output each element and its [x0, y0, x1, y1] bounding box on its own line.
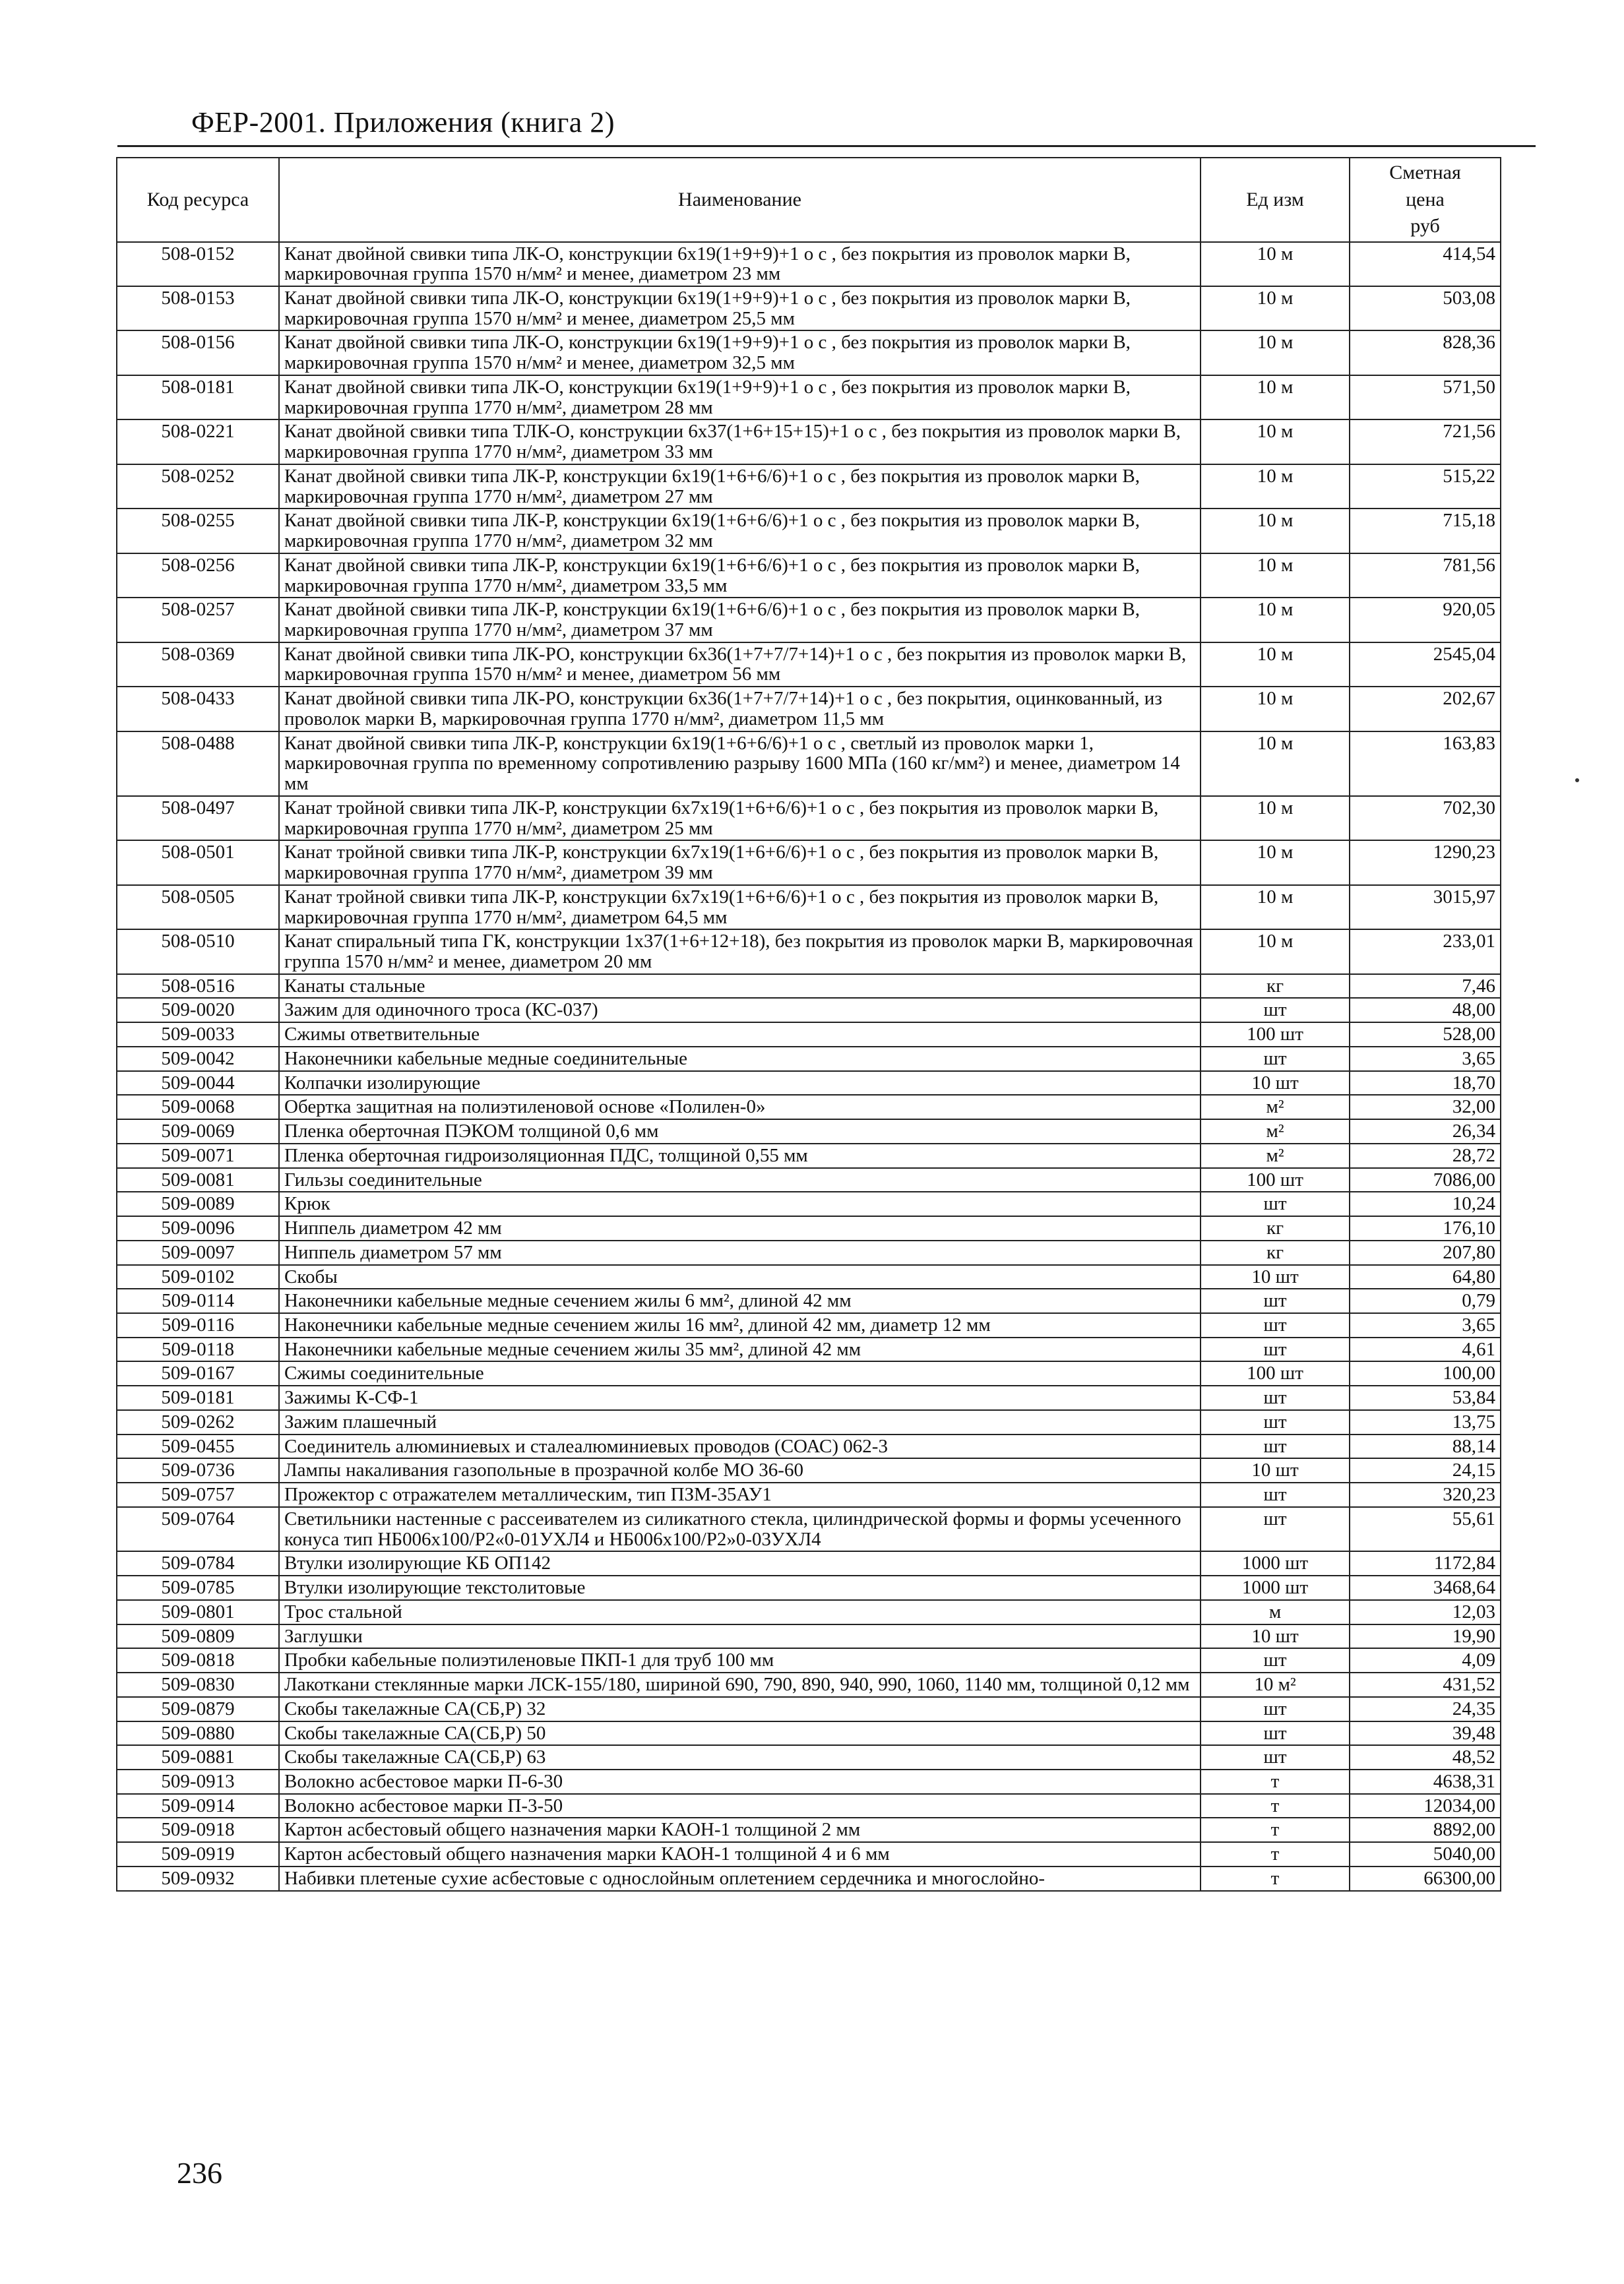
table-row: [117, 1624, 1501, 1649]
table-row: [117, 1386, 1501, 1410]
resource-code-cell: 509-0071: [117, 1144, 279, 1168]
resource-code-cell: 509-0089: [117, 1192, 279, 1216]
resource-code-cell: 509-0114: [117, 1289, 279, 1313]
resource-name-cell: Канат двойной свивки типа ЛК-РО, конструкции 6х36(1+7+7/7+14)+1 о с , без покрытия из проволок марки В, маркировочная группа 1570 н/мм² и менее, диаметром 56 мм: [279, 642, 1201, 687]
price-cell: 5040,00: [1350, 1842, 1501, 1867]
column-header-unit: Ед изм: [1201, 158, 1350, 242]
resource-code-cell: 508-0369: [117, 642, 279, 687]
resource-name-cell: Скобы: [279, 1265, 1201, 1289]
table-row: [117, 1576, 1501, 1600]
resource-code-cell: 508-0153: [117, 286, 279, 330]
unit-cell: 10 м: [1201, 687, 1350, 731]
table-row: [117, 1458, 1501, 1483]
resource-name-cell: Канат тройной свивки типа ЛК-Р, конструкции 6х7х19(1+6+6/6)+1 о с , без покрытия из проволок марки В, маркировочная группа 1770 н/мм², диаметром 64,5 мм: [279, 885, 1201, 929]
resource-name-cell: Сжимы ответвительные: [279, 1022, 1201, 1047]
unit-cell: 10 м: [1201, 796, 1350, 840]
resource-code-cell: 509-0102: [117, 1265, 279, 1289]
price-cell: 163,83: [1350, 731, 1501, 796]
resource-code-cell: 509-0068: [117, 1095, 279, 1119]
price-cell: 515,22: [1350, 464, 1501, 509]
price-cell: 8892,00: [1350, 1818, 1501, 1842]
table-row: [117, 1144, 1501, 1168]
table-row: [117, 1192, 1501, 1216]
unit-cell: шт: [1201, 1313, 1350, 1338]
unit-cell: шт: [1201, 1386, 1350, 1410]
unit-cell: 10 шт: [1201, 1071, 1350, 1096]
unit-cell: м²: [1201, 1095, 1350, 1119]
column-header-code: Код ресурса: [117, 158, 279, 242]
price-cell: 2545,04: [1350, 642, 1501, 687]
unit-cell: 10 м: [1201, 642, 1350, 687]
resource-code-cell: 509-0914: [117, 1794, 279, 1818]
resource-name-cell: Колпачки изолирующие: [279, 1071, 1201, 1096]
price-cell: 4,61: [1350, 1338, 1501, 1362]
resource-name-cell: Соединитель алюминиевых и сталеалюминиевых проводов (СОАС) 062-3: [279, 1435, 1201, 1459]
table-row: [117, 1794, 1501, 1818]
unit-cell: 1000 шт: [1201, 1576, 1350, 1600]
resource-code-cell: 509-0081: [117, 1168, 279, 1192]
unit-cell: м²: [1201, 1144, 1350, 1168]
unit-cell: м: [1201, 1600, 1350, 1624]
unit-cell: шт: [1201, 1648, 1350, 1673]
resource-code-cell: 509-0764: [117, 1507, 279, 1551]
table-row: [117, 1022, 1501, 1047]
table-row: [117, 1600, 1501, 1624]
unit-cell: 100 шт: [1201, 1361, 1350, 1386]
price-cell: 48,00: [1350, 998, 1501, 1022]
resource-code-cell: 508-0181: [117, 375, 279, 419]
resource-name-cell: Канат двойной свивки типа ЛК-Р, конструкции 6х19(1+6+6/6)+1 о с , без покрытия из проволок марки В, маркировочная группа 1770 н/мм², диаметром 33,5 мм: [279, 553, 1201, 598]
resource-code-cell: 509-0784: [117, 1551, 279, 1576]
table-row: [117, 1119, 1501, 1144]
price-cell: 7086,00: [1350, 1168, 1501, 1192]
table-row: [117, 1071, 1501, 1096]
unit-cell: 1000 шт: [1201, 1551, 1350, 1576]
price-cell: 320,23: [1350, 1483, 1501, 1507]
resource-code-cell: 509-0020: [117, 998, 279, 1022]
table-row: [117, 642, 1501, 687]
price-cell: 24,35: [1350, 1697, 1501, 1721]
resource-code-cell: 509-0830: [117, 1673, 279, 1697]
resource-name-cell: Скобы такелажные СА(СБ,Р) 32: [279, 1697, 1201, 1721]
price-cell: 1172,84: [1350, 1551, 1501, 1576]
price-cell: 528,00: [1350, 1022, 1501, 1047]
unit-cell: шт: [1201, 1697, 1350, 1721]
resource-name-cell: Наконечники кабельные медные сечением жилы 16 мм², длиной 42 мм, диаметр 12 мм: [279, 1313, 1201, 1338]
resource-code-cell: 509-0455: [117, 1435, 279, 1459]
price-header-line: цена: [1406, 188, 1445, 210]
unit-cell: 10 м: [1201, 553, 1350, 598]
unit-cell: т: [1201, 1794, 1350, 1818]
resource-name-cell: Канат двойной свивки типа ТЛК-О, конструкции 6х37(1+6+15+15)+1 о с , без покрытия из проволок марки В, маркировочная группа 1770 н/мм², диаметром 33 мм: [279, 419, 1201, 464]
resource-code-cell: 508-0516: [117, 974, 279, 999]
unit-cell: шт: [1201, 1721, 1350, 1746]
resource-code-cell: 509-0918: [117, 1818, 279, 1842]
price-cell: 176,10: [1350, 1216, 1501, 1241]
unit-cell: 10 м: [1201, 242, 1350, 286]
unit-cell: 10 м: [1201, 464, 1350, 509]
resource-code-cell: 509-0181: [117, 1386, 279, 1410]
unit-cell: шт: [1201, 1483, 1350, 1507]
unit-cell: 10 м: [1201, 885, 1350, 929]
table-header-row: [117, 158, 1501, 242]
page-number: 236: [177, 2156, 222, 2190]
resource-name-cell: Прожектор с отражателем металлическим, тип ПЗМ-35АУ1: [279, 1483, 1201, 1507]
unit-cell: шт: [1201, 1338, 1350, 1362]
resource-code-cell: 508-0255: [117, 509, 279, 553]
unit-cell: 10 м: [1201, 330, 1350, 375]
resource-table: [116, 157, 1501, 1892]
price-cell: 414,54: [1350, 242, 1501, 286]
resource-code-cell: 508-0221: [117, 419, 279, 464]
table-row: [117, 1818, 1501, 1842]
resource-name-cell: Лакоткани стеклянные марки ЛСК-155/180, шириной 690, 790, 890, 940, 990, 1060, 1140 мм, толщиной 0,12 мм: [279, 1673, 1201, 1697]
unit-cell: 10 м²: [1201, 1673, 1350, 1697]
resource-code-cell: 509-0913: [117, 1770, 279, 1794]
price-header-line: Сметная: [1389, 162, 1461, 183]
table-row: [117, 1507, 1501, 1551]
resource-code-cell: 509-0809: [117, 1624, 279, 1649]
unit-cell: 10 м: [1201, 598, 1350, 642]
price-cell: 55,61: [1350, 1507, 1501, 1551]
unit-cell: шт: [1201, 1410, 1350, 1435]
unit-cell: 10 м: [1201, 929, 1350, 973]
resource-name-cell: Втулки изолирующие КБ ОП142: [279, 1551, 1201, 1576]
resource-name-cell: Ниппель диаметром 42 мм: [279, 1216, 1201, 1241]
resource-name-cell: Пленка оберточная гидроизоляционная ПДС, толщиной 0,55 мм: [279, 1144, 1201, 1168]
resource-name-cell: Набивки плетеные сухие асбестовые с однослойным оплетением сердечника и многослойно-: [279, 1867, 1201, 1891]
resource-name-cell: Волокно асбестовое марки П-3-50: [279, 1794, 1201, 1818]
resource-code-cell: 509-0736: [117, 1458, 279, 1483]
unit-cell: 10 м: [1201, 731, 1350, 796]
unit-cell: т: [1201, 1818, 1350, 1842]
resource-name-cell: Канат двойной свивки типа ЛК-О, конструкции 6х19(1+9+9)+1 о с , без покрытия из проволок марки В, маркировочная группа 1570 н/мм² и менее, диаметром 32,5 мм: [279, 330, 1201, 375]
resource-name-cell: Канат двойной свивки типа ЛК-Р, конструкции 6х19(1+6+6/6)+1 о с , без покрытия из проволок марки В, маркировочная группа 1770 н/мм², диаметром 27 мм: [279, 464, 1201, 509]
resource-code-cell: 509-0044: [117, 1071, 279, 1096]
resource-code-cell: 509-0033: [117, 1022, 279, 1047]
table-row: [117, 509, 1501, 553]
resource-code-cell: 508-0256: [117, 553, 279, 598]
unit-cell: т: [1201, 1842, 1350, 1867]
unit-cell: т: [1201, 1867, 1350, 1891]
table-row: [117, 929, 1501, 973]
resource-code-cell: 508-0510: [117, 929, 279, 973]
resource-code-cell: 508-0505: [117, 885, 279, 929]
resource-code-cell: 509-0042: [117, 1047, 279, 1071]
table-row: [117, 1435, 1501, 1459]
price-cell: 100,00: [1350, 1361, 1501, 1386]
table-row: [117, 1047, 1501, 1071]
unit-cell: 100 шт: [1201, 1168, 1350, 1192]
table-row: [117, 1867, 1501, 1891]
resource-name-cell: Канаты стальные: [279, 974, 1201, 999]
table-row: [117, 974, 1501, 999]
table-row: [117, 1313, 1501, 1338]
resource-name-cell: Ниппель диаметром 57 мм: [279, 1241, 1201, 1265]
table-row: [117, 840, 1501, 884]
table-row: [117, 1168, 1501, 1192]
table-row: [117, 1361, 1501, 1386]
resource-name-cell: Гильзы соединительные: [279, 1168, 1201, 1192]
resource-code-cell: 509-0932: [117, 1867, 279, 1891]
price-cell: 4,09: [1350, 1648, 1501, 1673]
resource-name-cell: Скобы такелажные СА(СБ,Р) 63: [279, 1745, 1201, 1770]
table-row: [117, 330, 1501, 375]
price-cell: 571,50: [1350, 375, 1501, 419]
price-cell: 233,01: [1350, 929, 1501, 973]
unit-cell: 100 шт: [1201, 1022, 1350, 1047]
table-row: [117, 1551, 1501, 1576]
price-cell: 721,56: [1350, 419, 1501, 464]
price-cell: 3015,97: [1350, 885, 1501, 929]
unit-cell: т: [1201, 1770, 1350, 1794]
resource-code-cell: 508-0488: [117, 731, 279, 796]
resource-name-cell: Скобы такелажные СА(СБ,Р) 50: [279, 1721, 1201, 1746]
resource-code-cell: 508-0501: [117, 840, 279, 884]
price-cell: 18,70: [1350, 1071, 1501, 1096]
resource-name-cell: Пробки кабельные полиэтиленовые ПКП-1 для труб 100 мм: [279, 1648, 1201, 1673]
table-row: [117, 1673, 1501, 1697]
price-cell: 12,03: [1350, 1600, 1501, 1624]
table-row: [117, 1721, 1501, 1746]
resource-code-cell: 509-0785: [117, 1576, 279, 1600]
price-cell: 32,00: [1350, 1095, 1501, 1119]
table-row: [117, 1265, 1501, 1289]
price-header-line: руб: [1410, 215, 1440, 237]
unit-cell: 10 м: [1201, 840, 1350, 884]
resource-code-cell: 509-0801: [117, 1600, 279, 1624]
page-header: ФЕР-2001. Приложения (книга 2): [191, 106, 615, 139]
price-cell: 24,15: [1350, 1458, 1501, 1483]
table-row: [117, 885, 1501, 929]
table-row: [117, 687, 1501, 731]
resource-code-cell: 509-0096: [117, 1216, 279, 1241]
resource-code-cell: 508-0252: [117, 464, 279, 509]
resource-code-cell: 509-0881: [117, 1745, 279, 1770]
price-cell: 202,67: [1350, 687, 1501, 731]
resource-name-cell: Канат спиральный типа ГК, конструкции 1х37(1+6+12+18), без покрытия из проволок марки В, маркировочная группа 1570 н/мм² и менее, диаметром 20 мм: [279, 929, 1201, 973]
resource-name-cell: Канат двойной свивки типа ЛК-Р, конструкции 6х19(1+6+6/6)+1 о с , без покрытия из проволок марки В, маркировочная группа 1770 н/мм², диаметром 32 мм: [279, 509, 1201, 553]
resource-code-cell: 509-0116: [117, 1313, 279, 1338]
header-rule: [117, 145, 1536, 147]
unit-cell: 10 шт: [1201, 1624, 1350, 1649]
price-cell: 1290,23: [1350, 840, 1501, 884]
table-row: [117, 375, 1501, 419]
resource-code-cell: 508-0497: [117, 796, 279, 840]
resource-name-cell: Трос стальной: [279, 1600, 1201, 1624]
unit-cell: кг: [1201, 974, 1350, 999]
unit-cell: шт: [1201, 1289, 1350, 1313]
table-row: [117, 1842, 1501, 1867]
price-cell: 828,36: [1350, 330, 1501, 375]
resource-name-cell: Канат двойной свивки типа ЛК-О, конструкции 6х19(1+9+9)+1 о с , без покрытия из проволок марки В, маркировочная группа 1570 н/мм² и менее, диаметром 25,5 мм: [279, 286, 1201, 330]
resource-code-cell: 509-0880: [117, 1721, 279, 1746]
price-cell: 48,52: [1350, 1745, 1501, 1770]
table-row: [117, 1770, 1501, 1794]
resource-code-cell: 509-0118: [117, 1338, 279, 1362]
resource-name-cell: Зажимы К-СФ-1: [279, 1386, 1201, 1410]
price-cell: 26,34: [1350, 1119, 1501, 1144]
price-cell: 4638,31: [1350, 1770, 1501, 1794]
scan-speck: [1575, 778, 1579, 782]
resource-name-cell: Зажим для одиночного троса (КС-037): [279, 998, 1201, 1022]
resource-name-cell: Лампы накаливания газопольные в прозрачной колбе МО 36-60: [279, 1458, 1201, 1483]
resource-name-cell: Обертка защитная на полиэтиленовой основе «Полилен-0»: [279, 1095, 1201, 1119]
price-cell: 920,05: [1350, 598, 1501, 642]
table-row: [117, 796, 1501, 840]
resource-code-cell: 508-0257: [117, 598, 279, 642]
resource-code-cell: 509-0919: [117, 1842, 279, 1867]
price-cell: 702,30: [1350, 796, 1501, 840]
price-cell: 3468,64: [1350, 1576, 1501, 1600]
price-cell: 53,84: [1350, 1386, 1501, 1410]
resource-code-cell: 509-0262: [117, 1410, 279, 1435]
resource-name-cell: Канат тройной свивки типа ЛК-Р, конструкции 6х7х19(1+6+6/6)+1 о с , без покрытия из проволок марки В, маркировочная группа 1770 н/мм², диаметром 39 мм: [279, 840, 1201, 884]
table-row: [117, 1289, 1501, 1313]
unit-cell: 10 шт: [1201, 1458, 1350, 1483]
unit-cell: 10 шт: [1201, 1265, 1350, 1289]
resource-name-cell: Сжимы соединительные: [279, 1361, 1201, 1386]
resource-code-cell: 508-0433: [117, 687, 279, 731]
price-cell: 64,80: [1350, 1265, 1501, 1289]
table-row: [117, 1216, 1501, 1241]
resource-name-cell: Зажим плашечный: [279, 1410, 1201, 1435]
resource-name-cell: Канат двойной свивки типа ЛК-РО, конструкции 6х36(1+7+7/7+14)+1 о с , без покрытия, оцинкованный, из проволок марки В, маркировочная группа 1770 н/мм², диаметром 11,5 мм: [279, 687, 1201, 731]
table-row: [117, 731, 1501, 796]
column-header-price: [1350, 158, 1501, 242]
resource-name-cell: Пленка оберточная ПЭКОМ толщиной 0,6 мм: [279, 1119, 1201, 1144]
resource-code-cell: 509-0167: [117, 1361, 279, 1386]
price-cell: 207,80: [1350, 1241, 1501, 1265]
resource-name-cell: Втулки изолирующие текстолитовые: [279, 1576, 1201, 1600]
unit-cell: 10 м: [1201, 375, 1350, 419]
resource-name-cell: Светильники настенные с рассеивателем из силикатного стекла, цилиндрической формы и формы усеченного конуса тип НБ006х100/Р2«0-01УХЛ4 и НБ006х100/Р2»0-03УХЛ4: [279, 1507, 1201, 1551]
unit-cell: 10 м: [1201, 419, 1350, 464]
unit-cell: кг: [1201, 1241, 1350, 1265]
price-cell: 715,18: [1350, 509, 1501, 553]
unit-cell: 10 м: [1201, 509, 1350, 553]
resource-name-cell: Картон асбестовый общего назначения марки КАОН-1 толщиной 4 и 6 мм: [279, 1842, 1201, 1867]
price-cell: 19,90: [1350, 1624, 1501, 1649]
unit-cell: шт: [1201, 998, 1350, 1022]
price-cell: 3,65: [1350, 1313, 1501, 1338]
table-row: [117, 1095, 1501, 1119]
table-row: [117, 598, 1501, 642]
unit-cell: 10 м: [1201, 286, 1350, 330]
table-row: [117, 553, 1501, 598]
table-row: [117, 1241, 1501, 1265]
price-cell: 28,72: [1350, 1144, 1501, 1168]
resource-name-cell: Крюк: [279, 1192, 1201, 1216]
resource-name-cell: Канат двойной свивки типа ЛК-Р, конструкции 6х19(1+6+6/6)+1 о с , без покрытия из проволок марки В, маркировочная группа 1770 н/мм², диаметром 37 мм: [279, 598, 1201, 642]
resource-code-cell: 508-0152: [117, 242, 279, 286]
price-cell: 39,48: [1350, 1721, 1501, 1746]
price-cell: 7,46: [1350, 974, 1501, 999]
unit-cell: м²: [1201, 1119, 1350, 1144]
table-row: [117, 1483, 1501, 1507]
table-row: [117, 1648, 1501, 1673]
resource-name-cell: Волокно асбестовое марки П-6-30: [279, 1770, 1201, 1794]
price-cell: 0,79: [1350, 1289, 1501, 1313]
price-cell: 88,14: [1350, 1435, 1501, 1459]
price-cell: 781,56: [1350, 553, 1501, 598]
table-row: [117, 998, 1501, 1022]
unit-cell: кг: [1201, 1216, 1350, 1241]
price-cell: 66300,00: [1350, 1867, 1501, 1891]
resource-name-cell: Наконечники кабельные медные сечением жилы 6 мм², длиной 42 мм: [279, 1289, 1201, 1313]
resource-code-cell: 509-0879: [117, 1697, 279, 1721]
table-row: [117, 286, 1501, 330]
price-cell: 12034,00: [1350, 1794, 1501, 1818]
table-row: [117, 419, 1501, 464]
price-cell: 3,65: [1350, 1047, 1501, 1071]
table-row: [117, 242, 1501, 286]
unit-cell: шт: [1201, 1047, 1350, 1071]
resource-code-cell: 509-0097: [117, 1241, 279, 1265]
resource-name-cell: Картон асбестовый общего назначения марки КАОН-1 толщиной 2 мм: [279, 1818, 1201, 1842]
resource-name-cell: Канат двойной свивки типа ЛК-О, конструкции 6х19(1+9+9)+1 о с , без покрытия из проволок марки В, маркировочная группа 1570 н/мм² и менее, диаметром 23 мм: [279, 242, 1201, 286]
unit-cell: шт: [1201, 1745, 1350, 1770]
resource-name-cell: Канат двойной свивки типа ЛК-О, конструкции 6х19(1+9+9)+1 о с , без покрытия из проволок марки В, маркировочная группа 1770 н/мм², диаметром 28 мм: [279, 375, 1201, 419]
price-cell: 13,75: [1350, 1410, 1501, 1435]
price-cell: 503,08: [1350, 286, 1501, 330]
table-row: [117, 1410, 1501, 1435]
resource-code-cell: 509-0069: [117, 1119, 279, 1144]
resource-name-cell: Заглушки: [279, 1624, 1201, 1649]
resource-name-cell: Наконечники кабельные медные соединительные: [279, 1047, 1201, 1071]
unit-cell: шт: [1201, 1507, 1350, 1551]
table-row: [117, 1745, 1501, 1770]
table-row: [117, 1338, 1501, 1362]
resource-code-cell: 509-0757: [117, 1483, 279, 1507]
resource-name-cell: Канат двойной свивки типа ЛК-Р, конструкции 6х19(1+6+6/6)+1 о с , светлый из проволок марки 1, маркировочная группа по временному сопротивлению разрыву 1600 МПа (160 кг/мм²) и менее, диаметром 14 мм: [279, 731, 1201, 796]
resource-code-cell: 509-0818: [117, 1648, 279, 1673]
table-body: [117, 242, 1501, 1891]
resource-name-cell: Наконечники кабельные медные сечением жилы 35 мм², длиной 42 мм: [279, 1338, 1201, 1362]
table-row: [117, 464, 1501, 509]
resource-code-cell: 508-0156: [117, 330, 279, 375]
price-cell: 10,24: [1350, 1192, 1501, 1216]
resource-name-cell: Канат тройной свивки типа ЛК-Р, конструкции 6х7х19(1+6+6/6)+1 о с , без покрытия из проволок марки В, маркировочная группа 1770 н/мм², диаметром 25 мм: [279, 796, 1201, 840]
column-header-name: Наименование: [279, 158, 1201, 242]
unit-cell: шт: [1201, 1192, 1350, 1216]
price-cell: 431,52: [1350, 1673, 1501, 1697]
unit-cell: шт: [1201, 1435, 1350, 1459]
table-row: [117, 1697, 1501, 1721]
